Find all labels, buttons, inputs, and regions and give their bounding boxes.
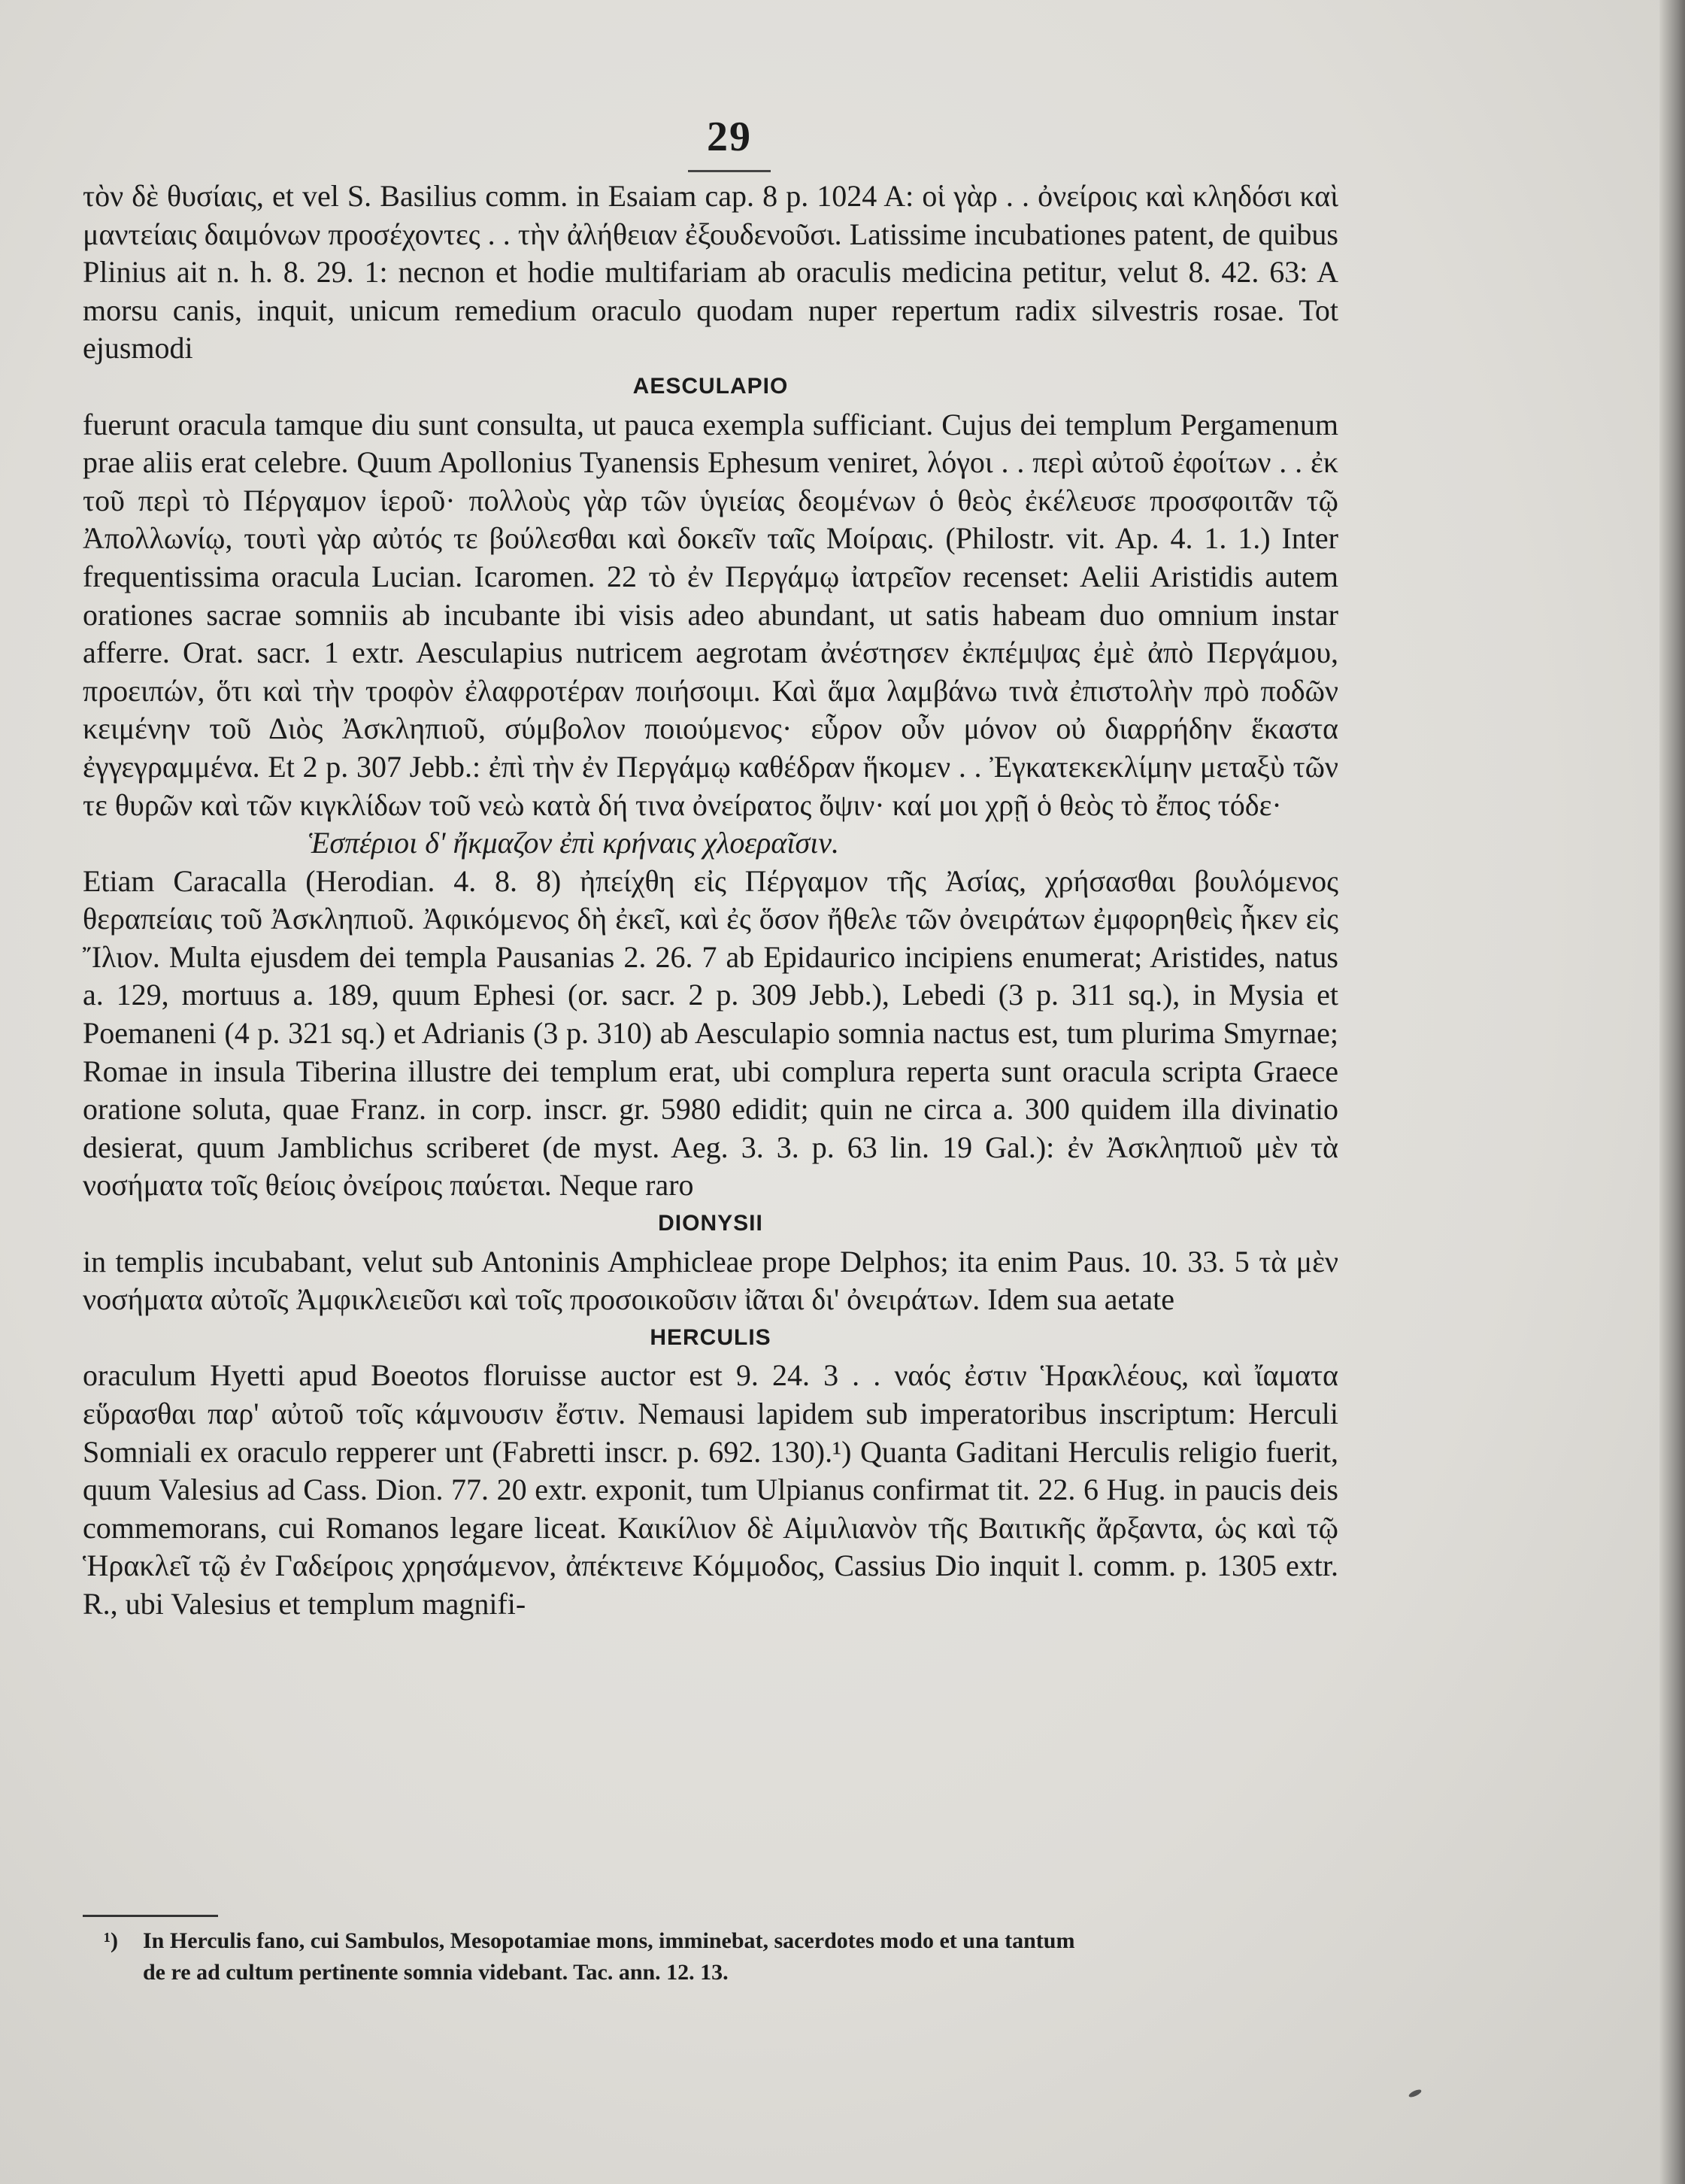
page-number-rule <box>688 170 771 172</box>
footnote-text-1: In Herculis fano, cui Sambulos, Mesopotamiae mons, imminebat, sacerdotes modo et una tantum <box>143 1928 1075 1953</box>
footnote-rule <box>83 1915 218 1917</box>
section-heading-herculis: HERCULIS <box>650 1324 771 1350</box>
paragraph-3: Etiam Caracalla (Herodian. 4. 8. 8) ἠπείχθη εἰς Πέργαμον τῆς Ἀσίας, χρήσασθαι βουλόμενος θεραπείαις τοῦ Ἀσκληπιοῦ. Ἀφικόμενος δὴ ἐκεῖ, καὶ ἐς ὅσον ἤθελε τῶν ὀνειράτων ἐμφορηθεὶς ἧκεν εἰς Ἴλιον. Multa ejusdem dei templa Pausanias 2. 26. 7 ab Epidaurico incipiens enumerat; Aristides, natus a. 129, mortuus a. 189, quum Ephesi (or. sacr. 2 p. 309 Jebb.), Lebedi (3 p. 311 sq.), in Mysia et Poemaneni (4 p. 321 sq.) et Adrianis (3 p. 310) ab Aesculapio somnia nactus est, tum plurima Smyrnae; Romae in insula Tiberina illustre dei templum erat, ubi complura reperta sunt oracula scripta Graece oratione soluta, quae Franz. in corp. inscr. gr. 5980 edidit; quin ne circa a. 300 quidem illa divinatio desierat, quum Jamblichus scriberet (de myst. Aeg. 3. 3. p. 63 lin. 19 Gal.): ἐν Ἀσκληπιοῦ μὲν τὰ νοσήματα τοῖς θείοις ὀνείροις παύεται. Neque raro <box>83 863 1338 1203</box>
page-edge-shadow <box>1659 0 1685 2184</box>
section-heading-aesculapio: AESCULAPIO <box>632 373 789 399</box>
page-number: 29 <box>707 114 752 160</box>
footnote-line-2: de re ad cultum pertinente somnia videbant. Tac. ann. 12. 13. <box>143 1960 729 1985</box>
paragraph-5: oraculum Hyetti apud Boeotos floruisse auctor est 9. 24. 3 . . ναός ἐστιν Ἡρακλέους, καὶ ἴαματα εὕρασθαι παρ' αὐτοῦ τοῖς κάμνουσιν ἔστιν. Nemausi lapidem sub imperatoribus inscriptum: Herculi Somniali ex oraculo repperer unt (Fabretti inscr. p. 692. 130).¹) Quanta Gaditani Herculis religio fuerit, quum Valesius ad Cass. Dion. 77. 20 extr. exponit, tum Ulpianus confirmat tit. 22. 6 Hug. in paucis deis commemorans, cui Romanos legare liceat. Καικίλιον δὲ Αἰμιλιανὸν τῆς Βαιτικῆς ἄρξαντα, ὡς καὶ τῷ Ἡρακλεῖ τῷ ἐν Γαδείροις χρησάμενον, ἀπέκτεινε Κόμμοδος, Cassius Dio inquit l. comm. p. 1305 extr. R., ubi Valesius et templum magnifi- <box>83 1358 1338 1621</box>
paragraph-4: in templis incubabant, velut sub Antoninis Amphicleae prope Delphos; ita enim Paus. 10. 33. 5 τὰ μὲν νοσήματα αὐτοῖς Ἀμφικλειεῦσι καὶ τοῖς προσοικοῦσιν ἰᾶται δι' ὀνειράτων. Idem sua aetate <box>83 1244 1338 1317</box>
section-heading-dionysii: DIONYSII <box>658 1211 763 1236</box>
verse-line: Ἑσπέριοι δ' ἤκμαζον ἐπὶ κρήναις χλοεραῖσιν. <box>308 826 840 860</box>
paragraph-1: τὸν δὲ θυσίαις, et vel S. Basilius comm. in Esaiam cap. 8 p. 1024 A: οἱ γὰρ . . ὀνείροις καὶ κληδόσι καὶ μαντείαις δαιμόνων προσέχοντες . . τὴν ἀλήθειαν ἐξουδενοῦσι. Latissime incubationes patent, de quibus Plinius ait n. h. 8. 29. 1: necnon et hodie multifariam ab oraculis medicina petitur, velut 8. 42. 63: A morsu canis, inquit, unicum remedium oraculo quodam nuper repertum radix silvestris rosae. Tot ejusmodi <box>83 179 1338 366</box>
footnote-marker: ¹) <box>104 1928 118 1953</box>
footnote <box>104 1925 1344 1988</box>
paragraph-2: fuerunt oracula tamque diu sunt consulta, ut pauca exempla sufficiant. Cujus dei templum Pergamenum prae aliis erat celebre. Quum Apollonius Tyanensis Ephesum veniret, λόγοι . . περὶ αὐτοῦ ἐφοίτων . . ἐκ τοῦ περὶ τὸ Πέργαμον ἱεροῦ· πολλοὺς γὰρ τῶν ὑγιείας δεομένων ὁ θεὸς ἐκέλευσε προσφοιτᾶν τῷ Ἀπολλωνίῳ, τουτὶ γὰρ αὐτός τε βούλεσθαι καὶ δοκεῖν ταῖς Μοίραις. (Philostr. vit. Ap. 4. 1. 1.) Inter frequentissima oracula Lucian. Icaromen. 22 τὸ ἐν Περγάμῳ ἰατρεῖον recenset: Aelii Aristidis autem orationes sacrae somniis ab incubante ibi visis adeo abundant, ut satis habeam duo omnium instar afferre. Orat. sacr. 1 extr. Aesculapius nutricem aegrotam ἀνέστησεν ἐκπέμψας ἐμὲ ἀπὸ Περγάμου, προειπών, ὅτι καὶ τὴν τροφὸν ἐλαφροτέραν ποιήσοιμι. Καὶ ἅμα λαμβάνω τινὰ ἐπιστολὴν πρὸ ποδῶν κειμένην τοῦ Διὸς Ἀσκληπιοῦ, σύμβολον ποιούμενος· εὗρον οὖν μόνον οὐ διαρρήδην ἕκαστα ἐγγεγραμμένα. Et 2 p. 307 Jebb.: ἐπὶ τὴν ἐν Περγάμῳ καθέδραν ἥκομεν . . Ἐγκατεκεκλίμην μεταξὺ τῶν τε θυρῶν καὶ τῶν κιγκλίδων τοῦ νεὼ κατὰ δή τινα ὀνείρατος ὄψιν· καί μοι χρῇ ὁ θεὸς τὸ ἔπος τόδε· <box>83 407 1338 822</box>
footnote-line-1 <box>104 1925 1344 1957</box>
main-text <box>83 177 1338 1624</box>
ink-smudge <box>1408 2088 1422 2099</box>
